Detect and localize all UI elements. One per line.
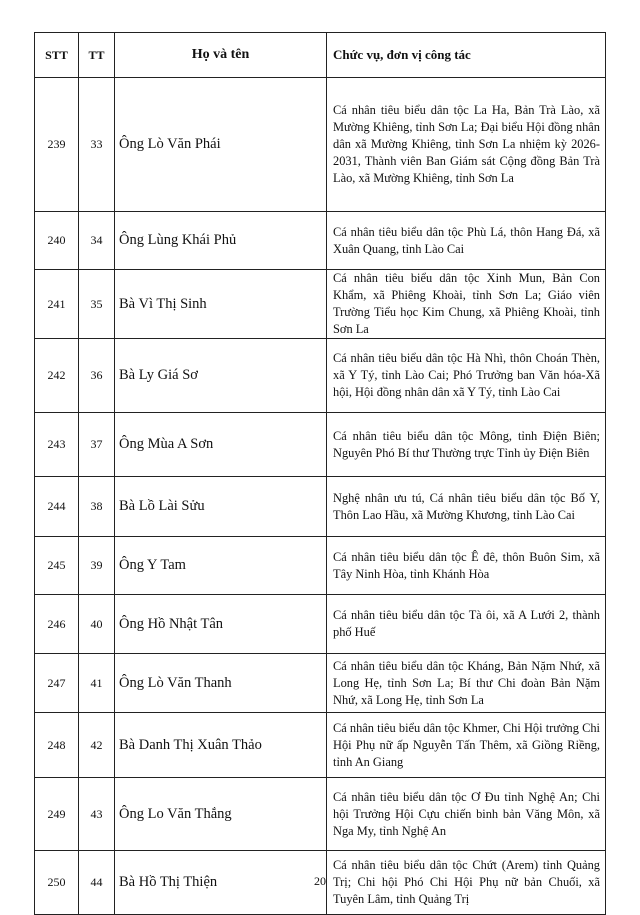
row-tt: 40	[79, 595, 115, 654]
table-row	[35, 413, 606, 477]
row-stt: 245	[35, 537, 79, 595]
row-stt: 242	[35, 339, 79, 413]
row-role: Cá nhân tiêu biểu dân tộc Xinh Mun, Bản Con Khẩm, xã Phiêng Khoài, tỉnh Sơn La; Giáo viên Trường Tiểu học Kim Chung, xã Phiêng Khoài, tỉnh Sơn La	[327, 270, 606, 339]
row-role: Cá nhân tiêu biểu dân tộc Ơ Đu tỉnh Nghệ An; Chi hội Trưởng Hội Cựu chiến binh bản Văng Môn, xã Nga My, tỉnh Nghệ An	[327, 778, 606, 851]
row-name: Bà Danh Thị Xuân Thảo	[115, 713, 327, 778]
table-row	[35, 270, 606, 339]
table-row	[35, 654, 606, 713]
row-role: Nghệ nhân ưu tú, Cá nhân tiêu biểu dân tộc Bố Y, Thôn Lao Hầu, xã Mường Khương, tỉnh Lào Cai	[327, 477, 606, 537]
table-row	[35, 778, 606, 851]
row-tt: 42	[79, 713, 115, 778]
honoree-table	[34, 32, 606, 915]
row-tt: 34	[79, 212, 115, 270]
row-name: Ông Lùng Khái Phủ	[115, 212, 327, 270]
row-name: Ông Hồ Nhật Tân	[115, 595, 327, 654]
row-stt: 250	[35, 851, 79, 915]
table-row	[35, 595, 606, 654]
header-stt: STT	[35, 33, 79, 78]
row-name: Ông Lò Văn Thanh	[115, 654, 327, 713]
header-name: Họ và tên	[115, 33, 327, 78]
row-role: Cá nhân tiêu biểu dân tộc Chứt (Arem) tỉnh Quảng Trị; Chi hội Phó Chi Hội Phụ nữ bản Chuối, xã Tuyên Lâm, tỉnh Quảng Trị	[327, 851, 606, 915]
row-tt: 43	[79, 778, 115, 851]
table-row	[35, 212, 606, 270]
header-role: Chức vụ, đơn vị công tác	[327, 33, 606, 78]
row-stt: 241	[35, 270, 79, 339]
row-tt: 36	[79, 339, 115, 413]
row-role: Cá nhân tiêu biểu dân tộc Mông, tỉnh Điện Biên; Nguyên Phó Bí thư Thường trực Tỉnh ủy Điện Biên	[327, 413, 606, 477]
row-tt: 33	[79, 78, 115, 212]
table-row	[35, 339, 606, 413]
row-name: Ông Y Tam	[115, 537, 327, 595]
row-name: Bà Hồ Thị Thiện	[115, 851, 327, 915]
row-tt: 39	[79, 537, 115, 595]
row-tt: 35	[79, 270, 115, 339]
table-row	[35, 477, 606, 537]
page-number: 20	[314, 874, 326, 888]
row-role: Cá nhân tiêu biểu dân tộc Phù Lá, thôn Hang Đá, xã Xuân Quang, tỉnh Lào Cai	[327, 212, 606, 270]
row-tt: 37	[79, 413, 115, 477]
row-stt: 244	[35, 477, 79, 537]
header-tt: TT	[79, 33, 115, 78]
row-name: Ông Mùa A Sơn	[115, 413, 327, 477]
row-stt: 248	[35, 713, 79, 778]
row-role: Cá nhân tiêu biểu dân tộc Kháng, Bản Nặm Nhứ, xã Long Hẹ, tỉnh Sơn La; Bí thư Chi đoàn Bản Nặm Nhứ, xã Long Hẹ, tỉnh Sơn La	[327, 654, 606, 713]
row-name: Bà Lồ Lài Sửu	[115, 477, 327, 537]
row-stt: 240	[35, 212, 79, 270]
row-tt: 38	[79, 477, 115, 537]
row-stt: 243	[35, 413, 79, 477]
row-name: Bà Vì Thị Sinh	[115, 270, 327, 339]
table-row	[35, 78, 606, 212]
row-name: Bà Ly Giá Sơ	[115, 339, 327, 413]
row-tt: 41	[79, 654, 115, 713]
row-name: Ông Lò Văn Phái	[115, 78, 327, 212]
row-stt: 249	[35, 778, 79, 851]
row-role: Cá nhân tiêu biểu dân tộc La Ha, Bản Trà Lào, xã Mường Khiêng, tỉnh Sơn La; Đại biểu Hội đồng nhân dân xã Mường Khiêng, tỉnh Sơn La nhiệm kỳ 2026-2031, Thành viên Ban Giám sát Cộng đồng Bản Trà Lào, xã Mường Khiêng, tỉnh Sơn La	[327, 78, 606, 212]
table-row	[35, 713, 606, 778]
row-stt: 239	[35, 78, 79, 212]
row-tt: 44	[79, 851, 115, 915]
table-header-row	[35, 33, 606, 78]
row-role: Cá nhân tiêu biểu dân tộc Hà Nhì, thôn Choán Thèn, xã Y Tý, tỉnh Lào Cai; Phó Trưởng ban Văn hóa-Xã hội, Hội đồng nhân dân xã Y Tý, tỉnh Lào Cai	[327, 339, 606, 413]
row-role: Cá nhân tiêu biểu dân tộc Tà ôi, xã A Lưới 2, thành phố Huế	[327, 595, 606, 654]
row-role: Cá nhân tiêu biểu dân tộc Khmer, Chi Hội trưởng Chi Hội Phụ nữ ấp Nguyễn Tấn Thêm, xã Giồng Riềng, tỉnh An Giang	[327, 713, 606, 778]
row-stt: 246	[35, 595, 79, 654]
table-row	[35, 537, 606, 595]
row-stt: 247	[35, 654, 79, 713]
row-role: Cá nhân tiêu biểu dân tộc Ê đê, thôn Buôn Sim, xã Tây Ninh Hòa, tỉnh Khánh Hòa	[327, 537, 606, 595]
row-name: Ông Lo Văn Thắng	[115, 778, 327, 851]
